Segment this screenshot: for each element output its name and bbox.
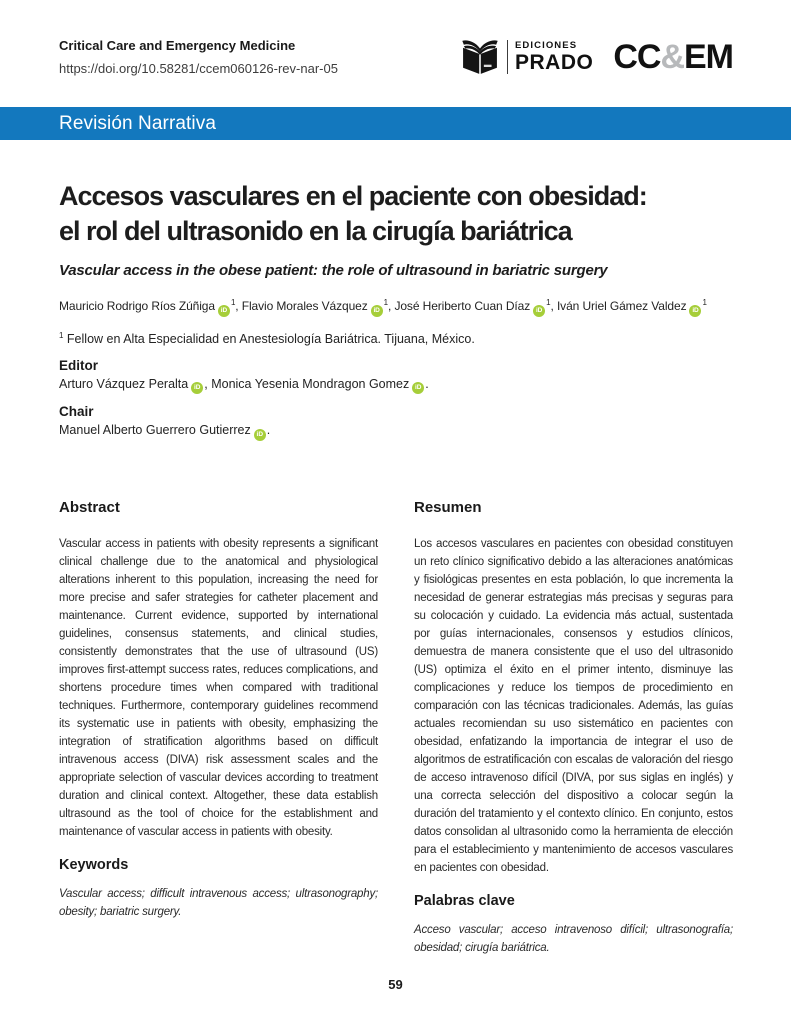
article-type-banner: [0, 107, 791, 140]
author-separator: ,: [235, 299, 242, 313]
orcid-icon[interactable]: [254, 429, 266, 441]
author-list: [59, 299, 733, 317]
publisher-imprint-prado: PRADO: [514, 51, 594, 75]
orcid-icon[interactable]: [191, 382, 203, 394]
affiliation-marker: 1: [59, 330, 64, 340]
journal-block: [59, 38, 338, 77]
author-name: Mauricio Rodrigo Ríos Zúñiga: [59, 299, 215, 313]
page-header: [0, 0, 791, 77]
orcid-icon[interactable]: [218, 305, 230, 317]
author-separator: ,: [387, 299, 395, 313]
resumen-body: Los accesos vasculares en pacientes con obesidad constituyen un reto clínico significativo debido a las alteraciones anatómicas y fisiológicas presentes en esta población, lo que incrementa la necesidad de generar estrategias más precisas y seguras para su colocación y cuidado. La evidencia más actual, sustentada por guías internacionales, consensos y estudios clínicos, demuestra de manera consistente que el uso del ultrasonido (US) optimiza el éxito en el primer intento, disminuye las complicaciones y reduce los tiempos de procedimiento en comparación con las técnicas tradicionales. Además, las guías actuales recomiendan su uso sistemático en pacientes con obesidad, enfatizando la importancia de integrar el uso de algoritmos de estratificación con escalas de valoración del riesgo de acceso intravenoso difícil (DIVA, por sus siglas en inglés) y una correcta selección del dispositivo a colocar según la duración del tratamiento y el contexto clínico. En conjunto, estos datos consolidan al ultrasonido como la herramienta de elección para el establecimiento y mantenimiento de accesos vasculares en pacientes con obesidad.: [414, 537, 733, 874]
author-name: José Heriberto Cuan Díaz: [394, 299, 531, 313]
logo-divider: [507, 40, 508, 74]
orcid-icon[interactable]: [689, 305, 701, 317]
abstract-heading: Abstract: [59, 498, 120, 516]
orcid-icon-label: iD: [692, 306, 699, 314]
affiliation-superscript: 1: [702, 298, 707, 307]
editor-name: Arturo Vázquez Peralta: [59, 376, 189, 391]
article-subtitle-en: Vascular access in the obese patient: the role of ultrasound in bariatric surgery: [59, 262, 608, 279]
orcid-icon[interactable]: [371, 305, 383, 317]
article-title-line1: Accesos vasculares en el paciente con obesidad:: [59, 181, 647, 211]
palabras-clave-heading: Palabras clave: [414, 892, 515, 909]
page-number: 59: [388, 977, 403, 992]
article-title-line2: el rol del ultrasonido en la cirugía bariátrica: [59, 216, 572, 246]
affiliation-text: Fellow en Alta Especialidad en Anestesiología Bariátrica. Tijuana, México.: [63, 331, 475, 346]
chair-member: [59, 423, 270, 437]
chair-label: Chair: [59, 404, 94, 419]
publisher-imprint: [515, 41, 593, 74]
article-type-label: Revisión Narrativa: [59, 112, 217, 134]
author-separator: ,: [550, 299, 557, 313]
author: [59, 299, 242, 313]
orcid-icon-label: iD: [256, 430, 264, 438]
keywords-text: Vascular access; difficult intravenous access; ultrasonography; obesity; bariatric surgery.: [59, 887, 378, 918]
orcid-icon-label: iD: [373, 306, 380, 314]
editor-label: Editor: [59, 357, 98, 373]
author: [557, 299, 707, 313]
journal-name: Critical Care and Emergency Medicine: [59, 38, 296, 53]
editor-names: [59, 375, 733, 395]
affiliation-superscript: 1: [546, 298, 551, 307]
abstract-columns: [59, 498, 733, 957]
editor-member: [211, 377, 429, 391]
journal-logo-ccem: [613, 40, 733, 74]
abstract-section: [59, 498, 378, 957]
chair-separator: .: [266, 423, 271, 437]
doi-link[interactable]: https://doi.org/10.58281/ccem060126-rev-nar-05: [59, 61, 338, 76]
orcid-icon[interactable]: [533, 305, 545, 317]
editor-separator: .: [425, 376, 429, 391]
affiliation-superscript: 1: [230, 298, 236, 307]
affiliation: [59, 332, 733, 346]
orcid-icon[interactable]: [412, 382, 424, 394]
article-title: [59, 179, 733, 249]
ccem-em: EM: [684, 38, 733, 76]
publisher-imprint-ediciones: EDICIONES: [514, 39, 578, 51]
palabras-clave-text: Acceso vascular; acceso intravenoso difícil; ultrasonografía; obesidad; cirugía bariátrica.: [414, 923, 733, 954]
editor-name: Monica Yesenia Mondragon Gomez: [211, 376, 410, 391]
orcid-icon-label: iD: [220, 306, 228, 314]
affiliation-superscript: 1: [383, 298, 388, 307]
ccem-cc: CC: [613, 38, 661, 76]
author: [394, 299, 557, 313]
logo-group: [460, 39, 733, 75]
chair-name: Manuel Alberto Guerrero Gutierrez: [59, 423, 251, 437]
author-name: Flavio Morales Vázquez: [241, 299, 368, 313]
open-book-icon: [460, 39, 500, 75]
page-footer: [0, 976, 791, 994]
orcid-icon-label: iD: [415, 384, 422, 391]
article-front-matter: [0, 179, 791, 957]
author: [242, 299, 395, 313]
editor-separator: ,: [204, 376, 212, 391]
resumen-heading: Resumen: [414, 498, 482, 516]
ccem-ampersand: &: [660, 38, 684, 76]
keywords-heading: Keywords: [59, 856, 129, 873]
publisher-logo: [460, 39, 593, 75]
editor-member: [59, 377, 211, 391]
orcid-icon-label: iD: [194, 384, 201, 391]
orcid-icon-label: iD: [535, 306, 543, 314]
chair-names: [59, 421, 733, 441]
abstract-body: Vascular access in patients with obesity represents a significant clinical challenge due to the anatomical and physiological alterations inherent to this population, increasing the need for more precise and safer strategies for catheter placement and maintenance. Current evidence, supported by international guidelines, consensus statements, and clinical studies, consistently demonstrates that the use of ultrasound (US) improves first-attempt success rates, reduces complications, and shortens procedure times when compared with traditional techniques. Furthermore, contemporary guidelines recommend its systematic use in patients with obesity, emphasizing the integration of stratification algorithms based on difficult intravenous access (DIVA) risk assessment scales and the appropriate selection of vascular devices according to treatment duration and clinical context. Altogether, these data establish ultrasound as the tool of choice for the establishment and maintenance of vascular access in patients with obesity.: [59, 537, 378, 838]
author-name: Iván Uriel Gámez Valdez: [556, 299, 687, 313]
resumen-section: [414, 498, 733, 957]
